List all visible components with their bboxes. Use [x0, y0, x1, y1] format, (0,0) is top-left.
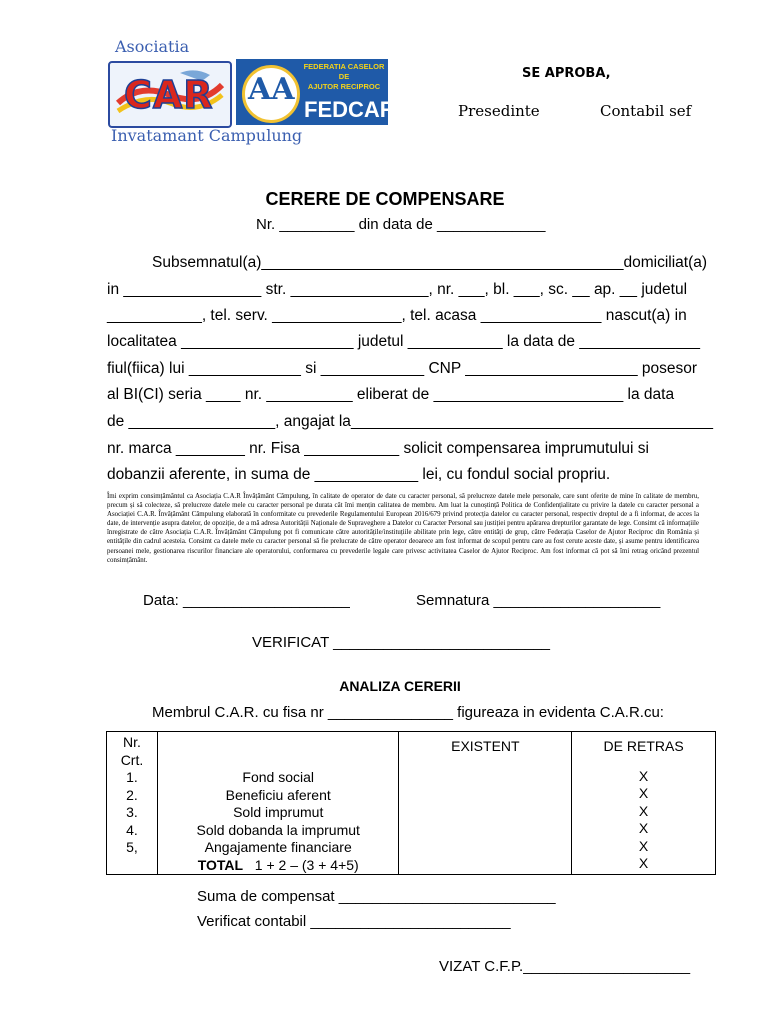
analysis-table	[106, 731, 716, 875]
line-1-end: domiciliat(a)	[623, 254, 708, 271]
row-2-nr: 2.	[126, 786, 138, 803]
row-3-nr: 3.	[126, 804, 138, 820]
line-8-text[interactable]: nr. marca ________ nr. Fisa ___________ solicit compensarea imprumutului si	[107, 440, 649, 457]
table-row	[107, 732, 716, 875]
request-number-line: Nr. _________ din data de _____________	[256, 216, 546, 233]
row-4-nr: 4.	[126, 821, 138, 838]
body-line-8	[107, 440, 699, 458]
body-line-9[interactable]: dobanzii aferente, in suma de ____________ lei, cu fondul social propriu.	[107, 466, 611, 483]
body-line-2	[107, 281, 699, 299]
row-total-nr	[111, 857, 153, 874]
document-title: CERERE DE COMPENSARE	[265, 189, 505, 209]
existent-header: EXISTENT	[451, 738, 520, 754]
body-line-1	[107, 254, 708, 272]
member-line[interactable]: Membrul C.A.R. cu fisa nr _______________ figureaza in evidenta C.A.R.cu:	[152, 704, 664, 721]
analysis-title: ANALIZA CERERII	[339, 678, 461, 694]
gdpr-consent-paragraph: Îmi exprim consimțământul ca Asociația C.A.R Învățământ Câmpulung, în calitate de operator de date cu caracter personal, să prelucreze datele mele personale, care sunt oferite de mine în calitate de membru, precum și să colecteze, să prelucreze datele mele cu caracter personal pe durata cât îmi mențin calitatea de membru. Am luat la cunoștință Politica de Confidențialitate cu privire la datele cu caracter personal a Asociației C.A.R. Învățământ Câmpulung elaborată în conformitate cu prevederile Regulamentului European 2016/679 privind protecția datelor cu caracter personal, respectiv dreptul de a fi informat, de acces la date, de intervenție asupra datelor, de opoziție, de a mă adresa Autorității Naționale de Supraveghere a Datelor cu Caracter Personal sau justiției pentru apărarea drepturilor garantate de lege. Consimt că informațiile înregistrate de către Asociația C.A.R. Învățământ Câmpulung pot fi comunicate către autoritățile/instituțiile abilitate prin lege, către entități de grup, către Federația Caselor de Ajutor Reciproc din România și entitățile din cadrul acesteia. Consimt ca datele mele cu caracter personal să fie prelucrate de către operator deoarece am fost informat de scopul pentru care au fost cerute aceste date, și asume pentru identificarea persoanei mele, gestionarea riscurilor financiare ale operatorului, conformarea cu prevederile legale care privesc activitatea Caselor de Ajutor Reciproc. Am fost informat că pot să îmi retrag oricând prezentul consimțământ.	[107, 493, 699, 564]
body-line-6	[107, 386, 699, 404]
body-line-5	[107, 360, 699, 378]
line-6-text[interactable]: al BI(CI) seria ____ nr. __________ eliberat de ______________________ la data	[107, 386, 675, 403]
fedcar-title	[302, 62, 386, 92]
line-7-start: de _________________, angajat la	[107, 413, 351, 430]
verificat-field[interactable]: VERIFICAT __________________________	[252, 634, 551, 651]
row-4-mark: X	[638, 820, 649, 836]
de-retras-header: DE RETRAS	[603, 738, 684, 754]
signature-contabil: Contabil sef	[600, 102, 692, 120]
line-1-start: Subsemnatul(a)	[152, 254, 262, 271]
header-nr-line-2: Crt.	[120, 751, 144, 768]
row-2-label: Beneficiu aferent	[225, 786, 331, 803]
total-label	[162, 857, 395, 875]
association-name-bottom: Invatamant Campulung	[111, 126, 303, 145]
signature-presedinte: Presedinte	[458, 102, 540, 120]
row-5-mark: X	[638, 837, 649, 854]
association-name-top: Asociatia	[115, 37, 190, 56]
fedcar-line-1: FEDERATIA CASELOR	[303, 62, 385, 71]
total-bold: TOTAL	[197, 856, 244, 873]
line-5-text[interactable]: fiul(fiica) lui _____________ si ____________ CNP ____________________ posesor	[107, 360, 698, 377]
row-2-mark: X	[638, 785, 649, 801]
car-logo-text: CAR	[124, 73, 214, 117]
line-4-text[interactable]: localitatea ____________________ judetul ___________ la data de ______________	[107, 333, 701, 350]
row-3-label: Sold imprumut	[233, 804, 324, 820]
row-1-label: Fond social	[242, 769, 314, 785]
body-line-7	[107, 413, 713, 431]
date-field[interactable]: Data: ____________________	[143, 592, 350, 609]
verificat-contabil-field[interactable]: Verificat contabil ________________________	[197, 913, 511, 930]
fedcar-line-3: AJUTOR RECIPROC	[307, 82, 381, 91]
row-3-mark: X	[638, 802, 649, 819]
row-1-mark: X	[638, 767, 649, 784]
total-formula: 1 + 2 – (3 + 4+5)	[254, 856, 359, 873]
row-5-label: Angajamente financiare	[204, 839, 352, 855]
car-logo	[108, 61, 232, 128]
line-2-text[interactable]: in ________________ str. ________________, nr. ___, bl. ___, sc. __ ap. __ judetul	[107, 281, 688, 298]
row-4-label: Sold dobanda la imprumut	[196, 821, 360, 838]
body-line-3	[107, 307, 699, 325]
fedcar-name: FEDCAR	[304, 97, 396, 122]
total-mark: X	[638, 855, 649, 871]
header-nr-line-1: Nr.	[123, 734, 141, 750]
row-5-nr: 5,	[126, 839, 138, 855]
existent-column[interactable]	[399, 732, 572, 875]
vizat-cfp-field[interactable]: VIZAT C.F.P.____________________	[439, 958, 691, 975]
signature-field[interactable]: Semnatura ____________________	[416, 592, 661, 609]
line-3-text[interactable]: ___________, tel. serv. _______________, tel. acasa ______________ nascut(a) in	[107, 307, 687, 324]
line-1-blank[interactable]: __________________________________________	[261, 254, 624, 271]
row-1-nr: 1.	[126, 769, 138, 785]
de-retras-column	[572, 732, 716, 875]
header-nr	[107, 732, 158, 875]
suma-compensat-field[interactable]: Suma de compensat __________________________	[197, 888, 556, 905]
body-line-4	[107, 333, 699, 351]
fedcar-line-2: DE	[338, 72, 350, 81]
approval-heading: SE APROBA,	[522, 66, 611, 81]
label-column	[157, 732, 399, 875]
line-7-blank[interactable]: __________________________________________	[350, 413, 713, 430]
fedcar-logo	[236, 59, 396, 125]
fedcar-emblem-initials: AA	[248, 72, 295, 107]
